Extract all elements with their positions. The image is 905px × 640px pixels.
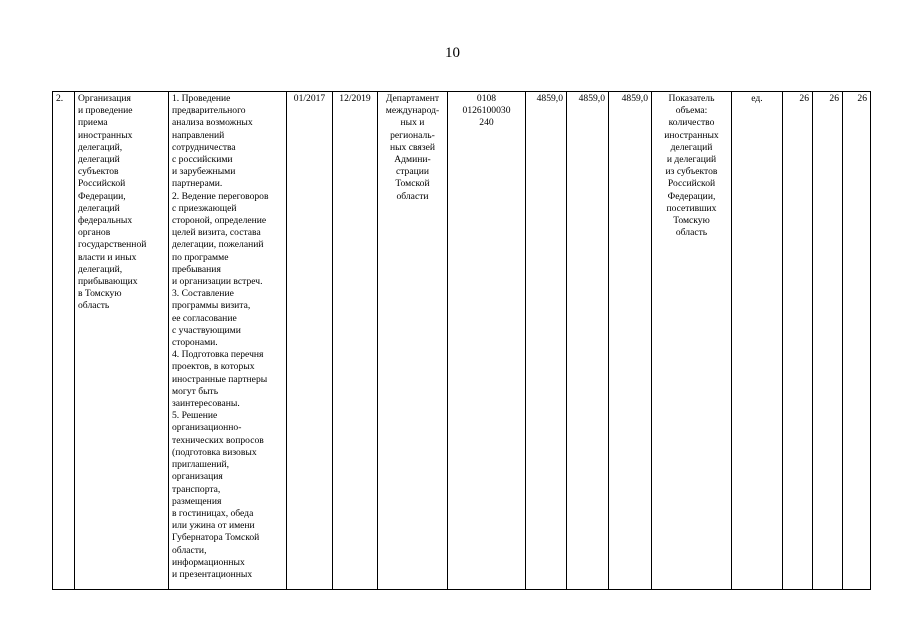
value-cell-1: 26 bbox=[783, 92, 813, 590]
value-cell-3: 26 bbox=[843, 92, 871, 590]
value-cell-2: 26 bbox=[813, 92, 843, 590]
event-name-cell: Организация и проведение приема иностранных делегаций, делегаций субъектов Российской Федерации, делегаций федеральных органов государственной власти и иных делегаций, прибывающих в Томскую область bbox=[75, 92, 169, 590]
page-number: 10 bbox=[445, 45, 460, 61]
budget-code-cell: 0108 0126100030 240 bbox=[448, 92, 526, 590]
unit-cell: ед. bbox=[732, 92, 783, 590]
row-number-cell: 2. bbox=[53, 92, 75, 590]
executor-cell: Департамент международ- ных и региональ- ных связей Админи- страции Томской области bbox=[378, 92, 448, 590]
amount-cell-3: 4859,0 bbox=[609, 92, 652, 590]
amount-cell-2: 4859,0 bbox=[567, 92, 609, 590]
end-date-cell: 12/2019 bbox=[333, 92, 378, 590]
indicator-cell: Показатель объема: количество иностранных делегаций и делегаций из субъектов Российской Федерации, посетивших Томскую область bbox=[652, 92, 732, 590]
actions-cell: 1. Проведение предварительного анализа возможных направлений сотрудничества с российскими и зарубежными партнерами. 2. Ведение переговоров с приезжающей стороной, определение целей визита, состава делегации, пожеланий по программе пребывания и организации встреч. 3. Составление программы визита, ее согласование с участвующими сторонами. 4. Подготовка перечня проектов, в которых иностранные партнеры могут быть заинтересованы. 5. Решение организационно- технических вопросов (подготовка визовых приглашений, организация транспорта, размещения в гостиницах, обеда или ужина от имени Губернатора Томской области, информационных и презентационных bbox=[169, 92, 287, 590]
amount-cell-1: 4859,0 bbox=[526, 92, 567, 590]
start-date-cell: 01/2017 bbox=[287, 92, 333, 590]
program-table bbox=[52, 91, 871, 590]
table-row bbox=[53, 92, 871, 590]
